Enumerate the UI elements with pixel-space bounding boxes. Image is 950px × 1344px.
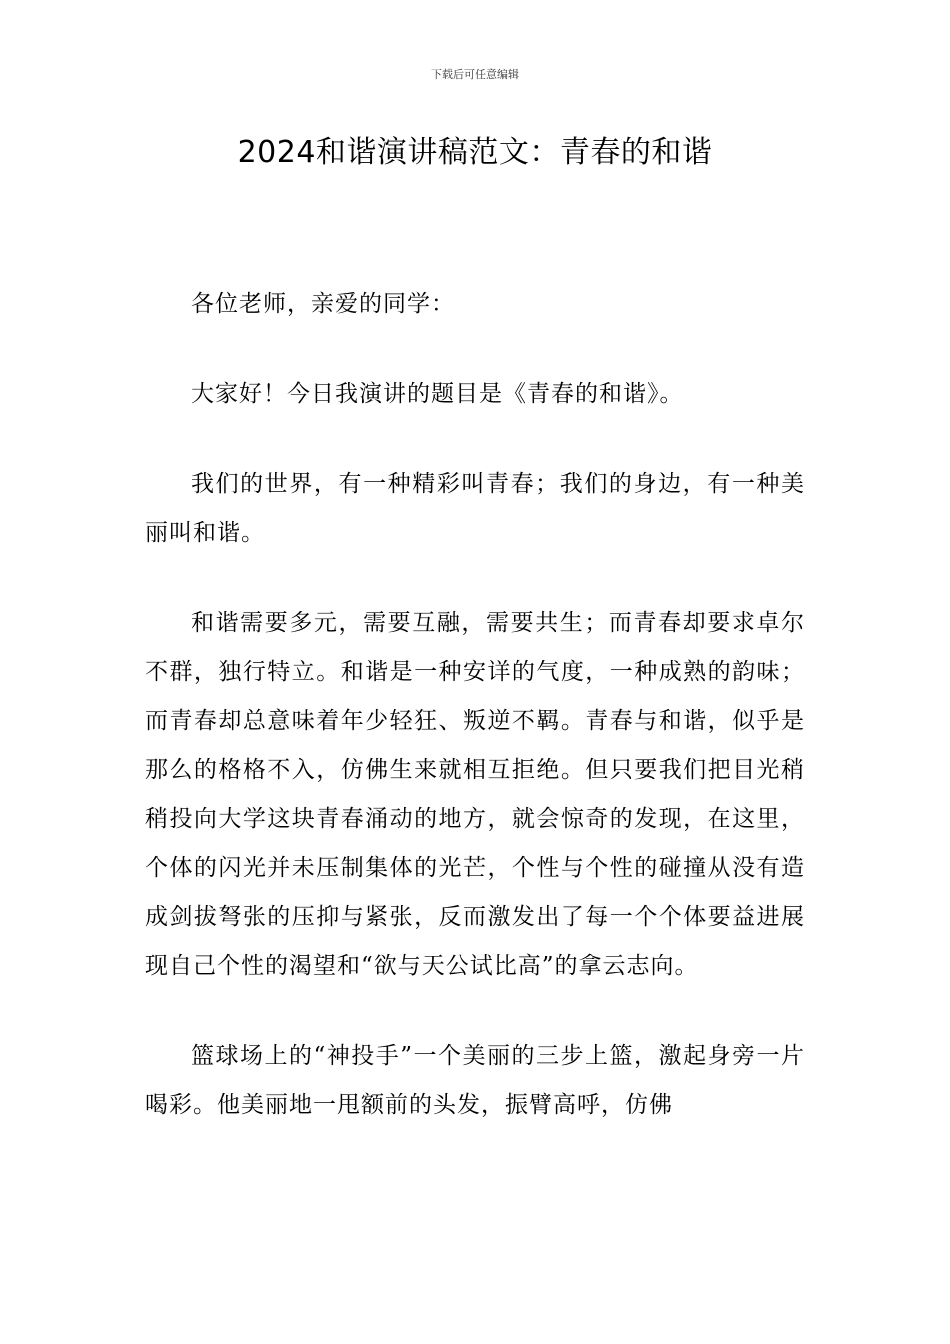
paragraph-greeting: 大家好！今日我演讲的题目是《青春的和谐》。 (191, 381, 684, 407)
document-title: 2024和谐演讲稿范文：青春的和谐 (237, 135, 713, 170)
paragraph-salutation: 各位老师，亲爱的同学： (191, 291, 455, 317)
paragraph-3: 篮球场上的“神投手”一个美丽的三步上篮，激起身旁一片喝彩。他美丽地一甩额前的头发，振臂高呼，仿佛 (145, 1043, 805, 1118)
document-body (145, 280, 805, 1171)
header-note: 下载后可任意编辑 (431, 68, 519, 81)
paragraph-1: 我们的世界，有一种精彩叫青春；我们的身边，有一种美丽叫和谐。 (145, 471, 805, 546)
paragraph-2: 和谐需要多元，需要互融，需要共生；而青春却要求卓尔不群，独行特立。和谐是一种安详的气度，一种成熟的韵味；而青春却总意味着年少轻狂、叛逆不羁。青春与和谐，似乎是那么的格格不入，仿佛生来就相互拒绝。但只要我们把目光稍稍投向大学这块青春涌动的地方，就会惊奇的发现，在这里，个体的闪光并未压制集体的光芒，个性与个性的碰撞从没有造成剑拔弩张的压抑与紧张，反而激发出了每一个个体要益进展现自己个性的渴望和“欲与天公试比高”的拿云志向。 (145, 610, 805, 979)
